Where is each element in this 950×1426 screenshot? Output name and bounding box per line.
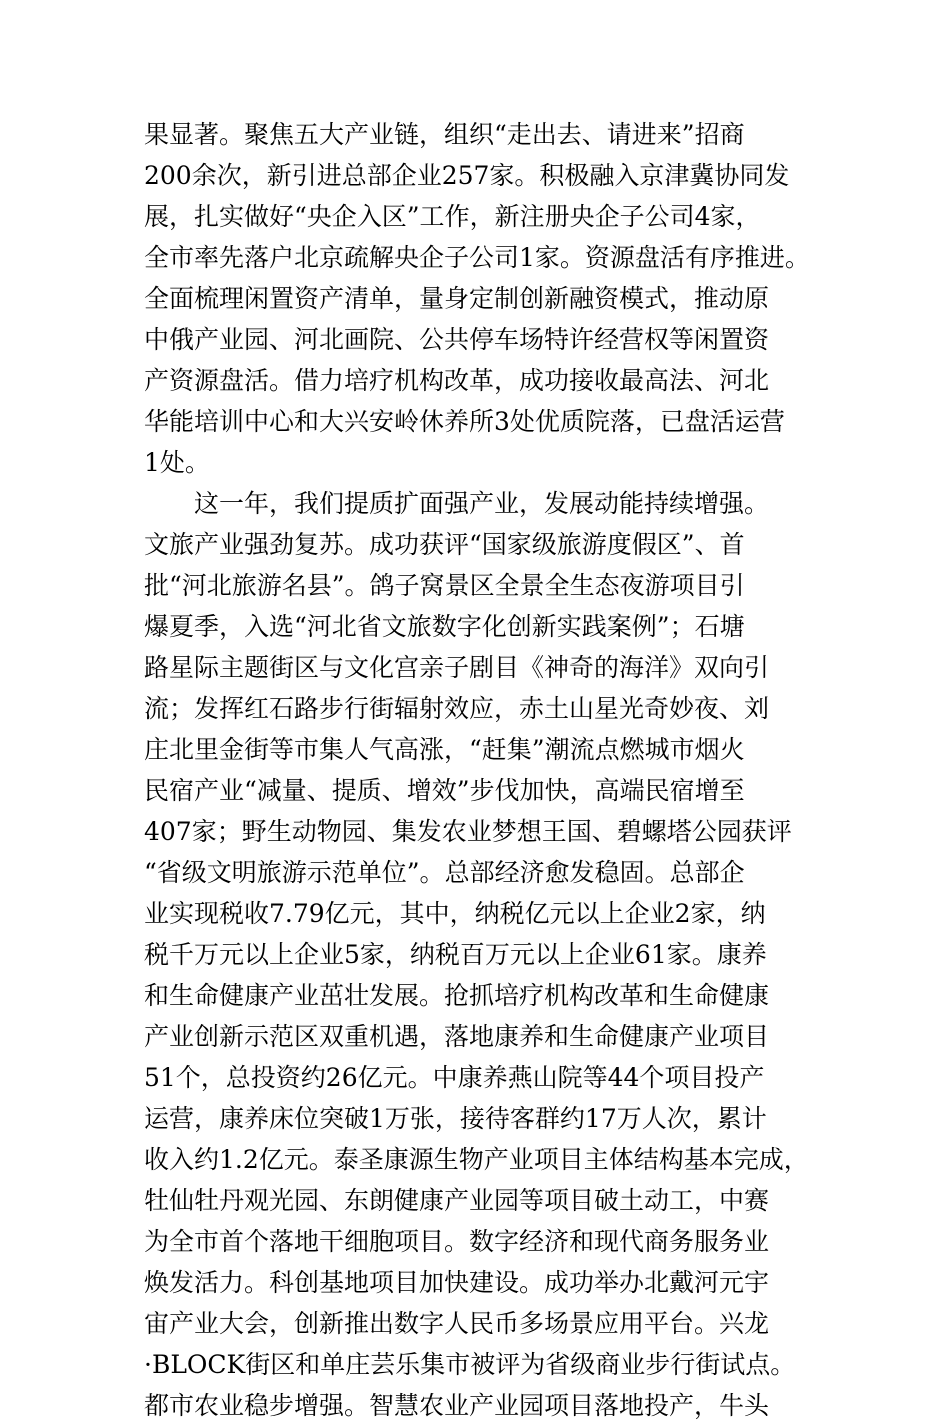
text-line: 果显著。聚焦五大产业链，组织“走出去、请进来”招商	[144, 120, 745, 149]
text-line: 庄北里金街等市集人气高涨，“赶集”潮流点燃城市烟火	[144, 735, 745, 764]
text-line: 这一年，我们提质扩面强产业，发展动能持续增强。	[144, 489, 770, 518]
text-line: 文旅产业强劲复苏。成功获评“国家级旅游度假区”、首	[144, 530, 745, 559]
text-line: 全市率先落户北京疏解央企子公司1家。资源盘活有序推进。	[144, 243, 810, 272]
text-line: 全面梳理闲置资产清单，量身定制创新融资模式，推动原	[144, 284, 770, 313]
text-line: 都市农业稳步增强。智慧农业产业园项目落地投产，牛头	[144, 1391, 770, 1420]
text-line: 华能培训中心和大兴安岭休养所3处优质院落，已盘活运营	[144, 407, 785, 436]
text-line: 407家；野生动物园、集发农业梦想王国、碧螺塔公园获评	[144, 817, 792, 846]
text-line: “省级文明旅游示范单位”。总部经济愈发稳固。总部企	[144, 858, 745, 887]
text-line: 焕发活力。科创基地项目加快建设。成功举办北戴河元宇	[144, 1268, 770, 1297]
text-line: 税千万元以上企业5家，纳税百万元以上企业61家。康养	[144, 940, 767, 969]
text-line: 运营，康养床位突破1万张，接待客群约17万人次，累计	[144, 1104, 767, 1133]
body-text	[144, 114, 844, 1426]
text-line: ·BLOCK街区和单庄芸乐集市被评为省级商业步行街试点。	[144, 1350, 796, 1379]
text-line: 爆夏季，入选“河北省文旅数字化创新实践案例”；石塘	[144, 612, 745, 641]
text-line: 收入约1.2亿元。泰圣康源生物产业项目主体结构基本完成，	[144, 1145, 809, 1174]
text-line: 中俄产业园、河北画院、公共停车场特许经营权等闲置资	[144, 325, 770, 354]
text-line: 产资源盘活。借力培疗机构改革，成功接收最高法、河北	[144, 366, 770, 395]
text-line: 批“河北旅游名县”。鸽子窝景区全景全生态夜游项目引	[144, 571, 745, 600]
text-line: 200余次，新引进总部企业257家。积极融入京津冀协同发	[144, 161, 790, 190]
text-line: 和生命健康产业茁壮发展。抢抓培疗机构改革和生命健康	[144, 981, 770, 1010]
text-line: 民宿产业“减量、提质、增效”步伐加快，高端民宿增至	[144, 776, 745, 805]
text-line: 1处。	[144, 448, 210, 477]
text-line: 牡仙牡丹观光园、东朗健康产业园等项目破土动工，中赛	[144, 1186, 770, 1215]
text-line: 51个，总投资约26亿元。中康养燕山院等44个项目投产	[144, 1063, 765, 1092]
text-line: 路星际主题街区与文化宫亲子剧目《神奇的海洋》双向引	[144, 653, 770, 682]
text-line: 为全市首个落地干细胞项目。数字经济和现代商务服务业	[144, 1227, 770, 1256]
text-line: 展，扎实做好“央企入区”工作，新注册央企子公司4家，	[144, 202, 761, 231]
text-line: 业实现税收7.79亿元，其中，纳税亿元以上企业2家，纳	[144, 899, 766, 928]
text-line: 流；发挥红石路步行街辐射效应，赤土山星光奇妙夜、刘	[144, 694, 770, 723]
text-line: 宙产业大会，创新推出数字人民币多场景应用平台。兴龙	[144, 1309, 770, 1338]
text-line: 产业创新示范区双重机遇，落地康养和生命健康产业项目	[144, 1022, 770, 1051]
